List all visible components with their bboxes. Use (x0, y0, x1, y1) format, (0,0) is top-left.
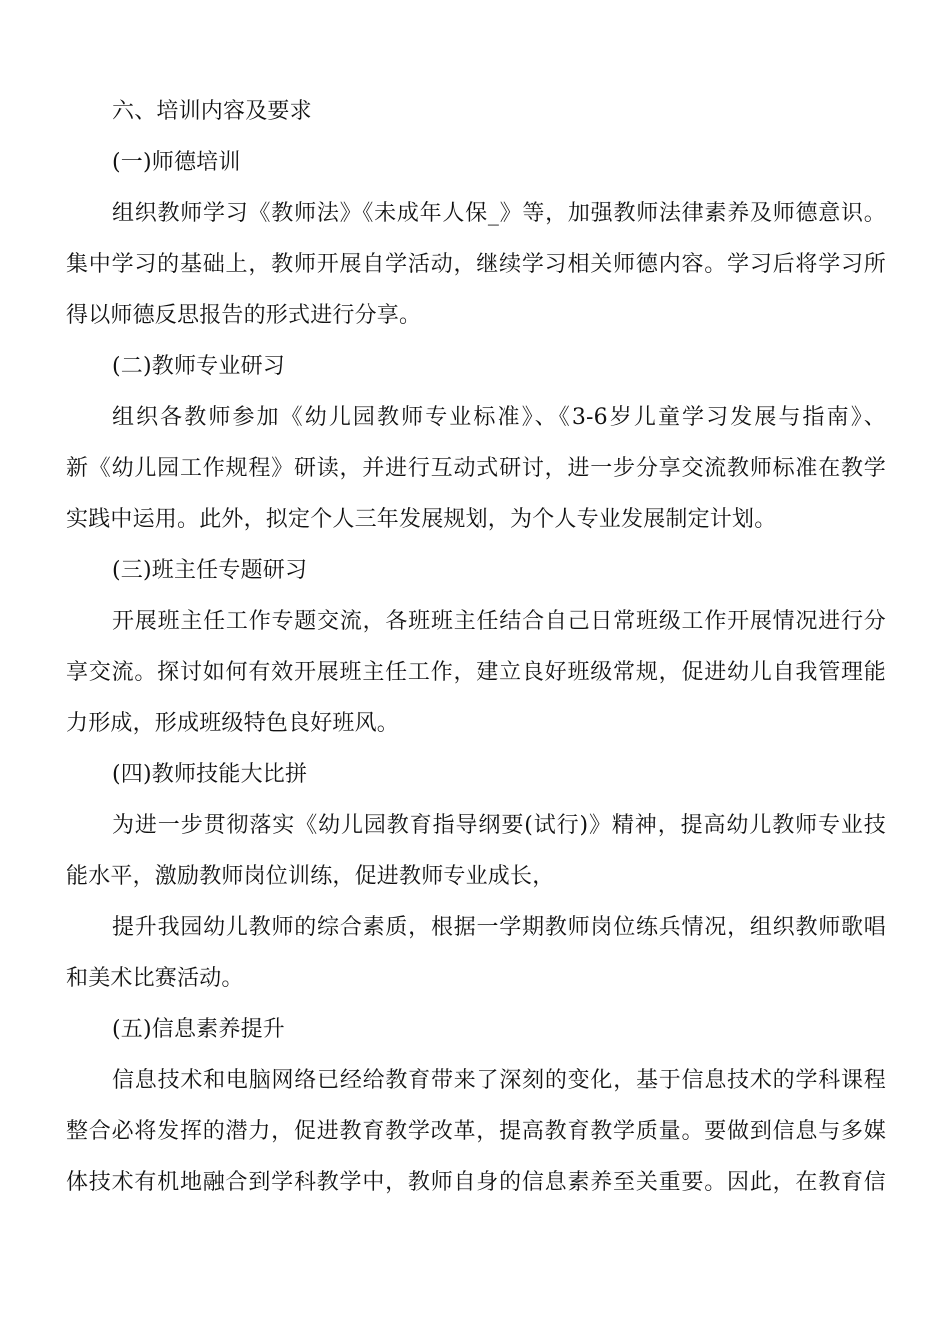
paragraph-line: 组织教师学习《教师法》《未成年人保_》等，加强教师法律素养及师德意识。 (112, 201, 886, 226)
subheading-information-literacy: (五)信息素养提升 (112, 1017, 285, 1042)
paragraph-line: 享交流。探讨如何有效开展班主任工作，建立良好班级常规，促进幼儿自我管理能 (66, 660, 886, 685)
paragraph-line: 能水平，激励教师岗位训练，促进教师专业成长， (66, 864, 555, 889)
subheading-class-teacher-study: (三)班主任专题研习 (112, 558, 308, 583)
paragraph-line: 力形成，形成班级特色良好班风。 (66, 711, 400, 736)
paragraph-line: 体技术有机地融合到学科教学中，教师自身的信息素养至关重要。因此，在教育信 (66, 1170, 886, 1195)
paragraph-line: 集中学习的基础上，教师开展自学活动，继续学习相关师德内容。学习后将学习所 (66, 252, 886, 277)
subheading-professional-study: (二)教师专业研习 (112, 354, 285, 379)
section-heading-training-content: 六、培训内容及要求 (112, 99, 312, 124)
paragraph-line: 得以师德反思报告的形式进行分享。 (66, 303, 422, 328)
subheading-skills-contest: (四)教师技能大比拼 (112, 762, 308, 787)
paragraph-line: 提升我园幼儿教师的综合素质，根据一学期教师岗位练兵情况，组织教师歌唱 (112, 915, 886, 940)
paragraph-line: 信息技术和电脑网络已经给教育带来了深刻的变化，基于信息技术的学科课程 (112, 1068, 886, 1093)
paragraph-line: 实践中运用。此外，拟定个人三年发展规划，为个人专业发展制定计划。 (66, 507, 777, 532)
paragraph-line: 和美术比赛活动。 (66, 966, 244, 991)
paragraph-line: 为进一步贯彻落实《幼儿园教育指导纲要(试行)》精神，提高幼儿教师专业技 (112, 813, 886, 838)
document-page (66, 86, 886, 1208)
paragraph-line: 整合必将发挥的潜力，促进教育教学改革，提高教育教学质量。要做到信息与多媒 (66, 1119, 886, 1144)
subheading-ethics-training: (一)师德培训 (112, 150, 241, 175)
paragraph-line: 组织各教师参加《幼儿园教师专业标准》、《3-6岁儿童学习发展与指南》、 (112, 405, 886, 430)
paragraph-line: 开展班主任工作专题交流，各班班主任结合自己日常班级工作开展情况进行分 (112, 609, 886, 634)
paragraph-line: 新《幼儿园工作规程》研读，并进行互动式研讨，进一步分享交流教师标准在教学 (66, 456, 886, 481)
